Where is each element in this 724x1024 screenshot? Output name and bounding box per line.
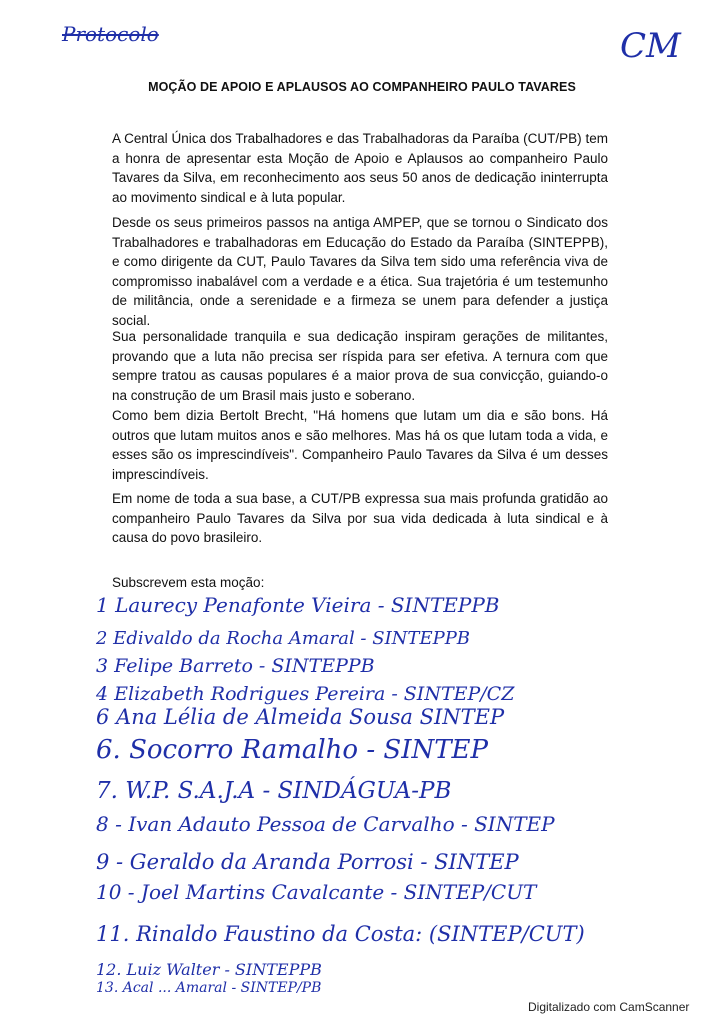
signature-line: 11. Rinaldo Faustino da Costa: (SINTEP/CUT) — [96, 922, 585, 946]
signature-line: 7. W.P. S.A.J.A - SINDÁGUA-PB — [96, 778, 452, 804]
scanner-watermark: Digitalizado com CamScanner — [528, 1000, 690, 1014]
signature-line: 9 - Geraldo da Aranda Porrosi - SINTEP — [96, 850, 519, 874]
signature-line: 8 - Ivan Adauto Pessoa de Carvalho - SINTEP — [96, 812, 555, 836]
signature-line: 6. Socorro Ramalho - SINTEP — [96, 735, 489, 765]
paragraph: A Central Única dos Trabalhadores e das Trabalhadoras da Paraíba (CUT/PB) tem a honra de apresentar esta Moção de Apoio e Aplausos ao companheiro Paulo Tavares da Silva, em reconhecimento aos seus 50 anos de dedicação ininterrupta ao movimento sindical e à luta popular. — [112, 131, 608, 205]
paragraph: Como bem dizia Bertolt Brecht, "Há homens que lutam um dia e são bons. Há outros que lutam muitos anos e são melhores. Mas há os que lutam toda a vida, e esses são os imprescindíveis". Companheiro Paulo Tavares da Silva é um desses imprescindíveis. — [112, 408, 608, 482]
signature-line: 6 Ana Lélia de Almeida Sousa SINTEP — [96, 705, 505, 729]
handwritten-protocol-mark: Protocolo — [62, 22, 159, 46]
signature-line: 13. Acal ... Amaral - SINTEP/PB — [96, 980, 322, 996]
signature-line: 12. Luiz Walter - SINTEPPB — [96, 960, 322, 979]
signature-line: 3 Felipe Barreto - SINTEPPB — [96, 655, 375, 677]
paragraph: Desde os seus primeiros passos na antiga AMPEP, que se tornou o Sindicato dos Trabalhadores e trabalhadoras em Educação do Estado da Paraíba (SINTEPPB), e como dirigente da CUT, Paulo Tavares da Silva tem sido uma referência viva de compromisso inabalável com a verdade e a ética. Sua trajetória é um testemunho de militância, onde a serenidade e a firmeza se unem para defender a justiça social. — [112, 215, 608, 328]
paragraph: Sua personalidade tranquila e sua dedicação inspiram gerações de militantes, provando que a luta não precisa ser ríspida para ser efetiva. A ternura com que sempre tratou as causas populares é a maior prova de sua convicção, guiando-o na construção de um Brasil mais justo e soberano. — [112, 329, 608, 403]
document-title: MOÇÃO DE APOIO E APLAUSOS AO COMPANHEIRO PAULO TAVARES — [148, 80, 576, 94]
signature-line: 1 Laurecy Penafonte Vieira - SINTEPPB — [96, 593, 500, 617]
handwritten-initials: CM — [620, 26, 681, 66]
signature-line: 4 Elizabeth Rodrigues Pereira - SINTEP/CZ — [96, 683, 515, 705]
subscribers-label: Subscrevem esta moção: — [112, 575, 265, 590]
paragraph: Em nome de toda a sua base, a CUT/PB expressa sua mais profunda gratidão ao companheiro Paulo Tavares da Silva por sua vida dedicada à luta sindical e à causa do povo brasileiro. — [112, 491, 608, 545]
signature-line: 2 Edivaldo da Rocha Amaral - SINTEPPB — [96, 628, 471, 649]
signature-line: 10 - Joel Martins Cavalcante - SINTEP/CUT — [96, 880, 537, 904]
